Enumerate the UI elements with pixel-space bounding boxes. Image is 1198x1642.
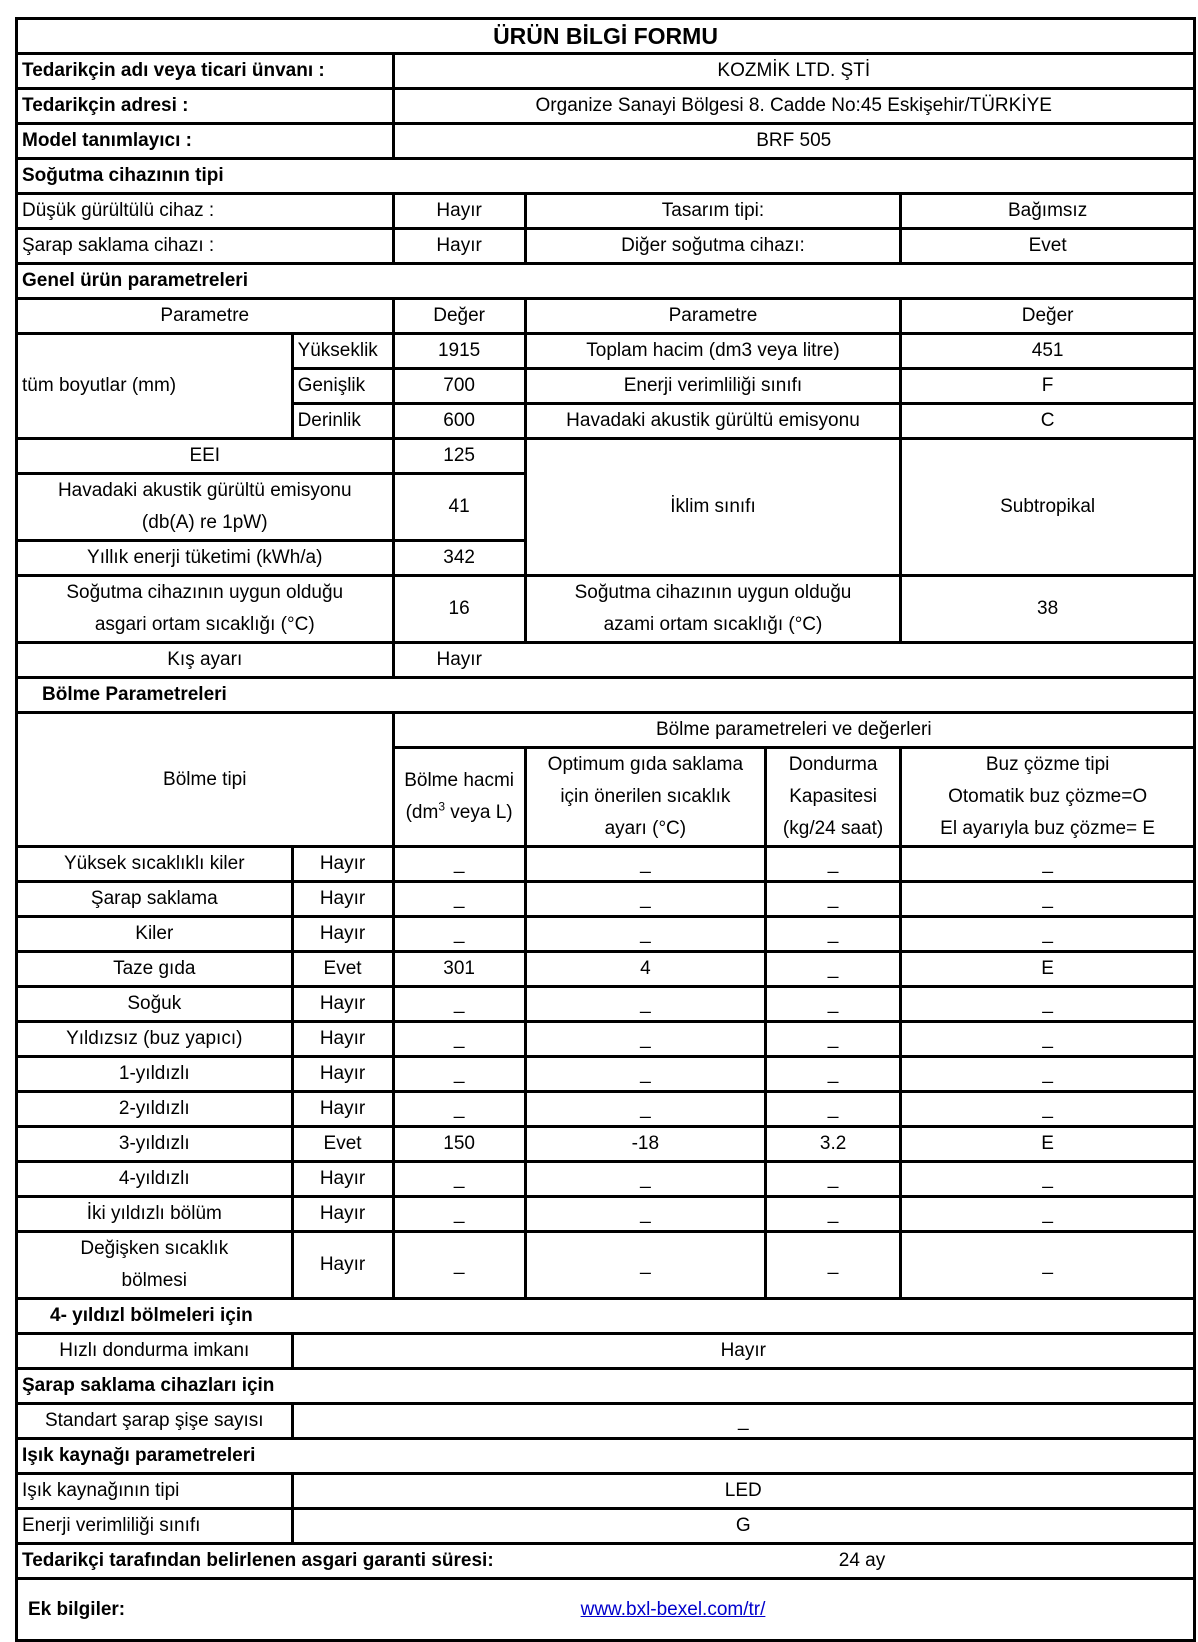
table-row (17, 1127, 1195, 1162)
four-star-heading: 4- yıldızl bölmeleri için (17, 1299, 1195, 1334)
compartment-name: 3-yıldızlı (17, 1127, 293, 1162)
compartment-present: Evet (292, 1127, 393, 1162)
energy-class-value: F (901, 369, 1195, 404)
compartment-freeze: _ (765, 1232, 900, 1299)
wine-bottles-label: Standart şarap şişe sayısı (17, 1404, 293, 1439)
compartment-present: Hayır (292, 1057, 393, 1092)
noise-emission-label (17, 474, 394, 541)
other-device-label: Diğer soğutma cihazı: (525, 229, 900, 264)
compartment-freeze: 3.2 (765, 1127, 900, 1162)
wine-heading: Şarap saklama cihazları için (17, 1369, 1195, 1404)
min-temp-label (17, 576, 394, 643)
compartment-volume: _ (393, 1092, 525, 1127)
compartment-freeze: _ (765, 987, 900, 1022)
value-header-2: Değer (901, 299, 1195, 334)
compartment-name: Taze gıda (17, 952, 293, 987)
compartment-defrost: E (901, 952, 1195, 987)
supplier-name-label: Tedarikçin adı veya ticari ünvanı : (17, 54, 394, 89)
defrost-header-line1: Buz çözme tipi (985, 754, 1110, 775)
extra-info-row (17, 1579, 1195, 1641)
compartment-defrost: _ (901, 917, 1195, 952)
temp-header-line1: Optimum gıda saklama (547, 754, 744, 775)
volume-header-line2a: (dm (405, 802, 439, 823)
dimensions-label: tüm boyutlar (mm) (17, 334, 293, 439)
eei-value: 125 (393, 439, 525, 474)
general-params-heading: Genel ürün parametreleri (17, 264, 1195, 299)
max-temp-label (525, 576, 900, 643)
compartment-defrost: _ (901, 1022, 1195, 1057)
compartment-type-header: Bölme tipi (17, 713, 394, 847)
compartment-params-heading: Bölme Parametreleri (17, 678, 1195, 713)
light-heading: Işık kaynağı parametreleri (17, 1439, 1195, 1474)
defrost-type-header (901, 748, 1195, 847)
light-type-value: LED (292, 1474, 1194, 1509)
wine-device-value: Hayır (393, 229, 525, 264)
compartment-volume: _ (393, 987, 525, 1022)
table-row (17, 987, 1195, 1022)
compartment-volume-header (393, 748, 525, 847)
freeze-header-line3: (kg/24 saat) (782, 818, 884, 839)
compartment-present: Hayır (292, 1022, 393, 1057)
compartment-freeze: _ (765, 952, 900, 987)
device-type-heading: Soğutma cihazının tipi (17, 159, 1195, 194)
design-type-label: Tasarım tipi: (525, 194, 900, 229)
compartment-volume: _ (393, 1022, 525, 1057)
min-temp-value: 16 (393, 576, 525, 643)
design-type-value: Bağımsız (901, 194, 1195, 229)
other-device-value: Evet (901, 229, 1195, 264)
eei-label: EEI (17, 439, 394, 474)
noise-emission-value: 41 (393, 474, 525, 541)
compartment-present: Hayır (292, 917, 393, 952)
depth-value: 600 (393, 404, 525, 439)
compartment-defrost: _ (901, 1197, 1195, 1232)
compartment-temp: _ (525, 847, 765, 882)
noise-class-value: C (901, 404, 1195, 439)
noise-emission-label-line2: (db(A) re 1pW) (141, 512, 268, 533)
form-title: ÜRÜN BİLGİ FORMU (17, 19, 1195, 54)
compartment-present: Hayır (292, 1232, 393, 1299)
compartment-freeze: _ (765, 1197, 900, 1232)
freeze-header-line2: Kapasitesi (789, 786, 877, 807)
light-class-label: Enerji verimliliği sınıfı (17, 1509, 293, 1544)
compartment-name: 4-yıldızlı (17, 1162, 293, 1197)
compartment-defrost: _ (901, 1162, 1195, 1197)
compartment-name: Kiler (17, 917, 293, 952)
freezing-capacity-header (765, 748, 900, 847)
supplier-address-value: Organize Sanayi Bölgesi 8. Cadde No:45 Eskişehir/TÜRKİYE (393, 89, 1195, 124)
max-temp-label-line1: Soğutma cihazının uygun olduğu (574, 582, 852, 603)
compartment-freeze: _ (765, 882, 900, 917)
width-label: Genişlik (292, 369, 393, 404)
compartment-freeze: _ (765, 847, 900, 882)
compartment-freeze: _ (765, 1022, 900, 1057)
compartment-present: Hayır (292, 847, 393, 882)
winter-setting-label: Kış ayarı (17, 643, 394, 678)
total-volume-value: 451 (901, 334, 1195, 369)
variable-name-line2: bölmesi (121, 1270, 188, 1291)
compartment-values-header: Bölme parametreleri ve değerleri (393, 713, 1195, 748)
compartment-defrost: E (901, 1127, 1195, 1162)
defrost-header-line3: El ayarıyla buz çözme= E (940, 818, 1156, 839)
compartment-temp: _ (525, 917, 765, 952)
height-value: 1915 (393, 334, 525, 369)
compartment-present: Hayır (292, 987, 393, 1022)
temp-header-line2: için önerilen sıcaklık (560, 786, 731, 807)
compartment-volume: _ (393, 917, 525, 952)
climate-class-label: İklim sınıfı (525, 439, 900, 576)
energy-class-label: Enerji verimliliği sınıfı (525, 369, 900, 404)
min-temp-label-line2: asgari ortam sıcaklığı (°C) (94, 614, 315, 635)
compartment-present: Hayır (292, 1162, 393, 1197)
compartment-present: Hayır (292, 882, 393, 917)
compartment-defrost: _ (901, 987, 1195, 1022)
noise-emission-label-line1: Havadaki akustik gürültü emisyonu (57, 480, 352, 501)
product-info-form (15, 17, 1196, 1642)
fast-freeze-label: Hızlı dondurma imkanı (17, 1334, 293, 1369)
compartment-volume: _ (393, 1197, 525, 1232)
extra-info-label: Ek bilgiler: (28, 1598, 126, 1620)
light-class-value: G (292, 1509, 1194, 1544)
compartment-temp: _ (525, 1232, 765, 1299)
wine-bottles-value: _ (292, 1404, 1194, 1439)
light-type-label: Işık kaynağının tipi (17, 1474, 293, 1509)
low-noise-value: Hayır (393, 194, 525, 229)
table-row (17, 882, 1195, 917)
height-label: Yükseklik (292, 334, 393, 369)
max-temp-label-line2: azami ortam sıcaklığı (°C) (603, 614, 823, 635)
compartment-name: Yıldızsız (buz yapıcı) (17, 1022, 293, 1057)
depth-label: Derinlik (292, 404, 393, 439)
max-temp-value: 38 (901, 576, 1195, 643)
supplier-address-label: Tedarikçin adresi : (17, 89, 394, 124)
min-temp-label-line1: Soğutma cihazının uygun olduğu (66, 582, 344, 603)
compartment-defrost: _ (901, 1092, 1195, 1127)
value-header: Değer (393, 299, 525, 334)
volume-header-line2b: veya L) (445, 802, 513, 823)
total-volume-label: Toplam hacim (dm3 veya litre) (525, 334, 900, 369)
compartment-name: 2-yıldızlı (17, 1092, 293, 1127)
compartment-defrost: _ (901, 1057, 1195, 1092)
website-link[interactable]: www.bxl-bexel.com/tr/ (580, 1598, 766, 1620)
annual-energy-value: 342 (393, 541, 525, 576)
compartment-present: Hayır (292, 1197, 393, 1232)
compartment-name: Yüksek sıcaklıklı kiler (17, 847, 293, 882)
compartment-name: Soğuk (17, 987, 293, 1022)
compartment-name: 1-yıldızlı (17, 1057, 293, 1092)
compartment-volume: _ (393, 847, 525, 882)
compartment-volume: _ (393, 1162, 525, 1197)
noise-class-label: Havadaki akustik gürültü emisyonu (525, 404, 900, 439)
temp-header-line3: ayarı (°C) (604, 818, 687, 839)
warranty-value: 24 ay (838, 1550, 886, 1571)
warranty-row (17, 1544, 1195, 1579)
annual-energy-label: Yıllık enerji tüketimi (kWh/a) (17, 541, 394, 576)
volume-header-sup: 3 (438, 799, 446, 814)
compartment-freeze: _ (765, 917, 900, 952)
compartment-volume: 301 (393, 952, 525, 987)
compartment-freeze: _ (765, 1092, 900, 1127)
optimum-temp-header (525, 748, 765, 847)
supplier-name-value: KOZMİK LTD. ŞTİ (393, 54, 1195, 89)
table-row (17, 917, 1195, 952)
defrost-header-line2: Otomatik buz çözme=O (948, 786, 1148, 807)
low-noise-label: Düşük gürültülü cihaz : (17, 194, 394, 229)
compartment-freeze: _ (765, 1162, 900, 1197)
table-row (17, 847, 1195, 882)
compartment-name: İki yıldızlı bölüm (17, 1197, 293, 1232)
compartment-temp: _ (525, 1022, 765, 1057)
model-value: BRF 505 (393, 124, 1195, 159)
table-row (17, 952, 1195, 987)
compartment-volume: _ (393, 1057, 525, 1092)
compartment-freeze: _ (765, 1057, 900, 1092)
table-row (17, 1057, 1195, 1092)
compartment-name: Şarap saklama (17, 882, 293, 917)
table-row (17, 1092, 1195, 1127)
fast-freeze-value: Hayır (292, 1334, 1194, 1369)
climate-class-value: Subtropikal (901, 439, 1195, 576)
table-row (17, 1022, 1195, 1057)
compartment-temp: _ (525, 987, 765, 1022)
compartment-name-variable (17, 1232, 293, 1299)
table-row (17, 1162, 1195, 1197)
compartment-temp: _ (525, 1197, 765, 1232)
width-value: 700 (393, 369, 525, 404)
compartment-volume: _ (393, 882, 525, 917)
compartment-temp: _ (525, 1092, 765, 1127)
winter-setting-value: Hayır (393, 643, 1195, 678)
table-row (17, 1197, 1195, 1232)
compartment-defrost: _ (901, 847, 1195, 882)
compartment-defrost: _ (901, 882, 1195, 917)
freeze-header-line1: Dondurma (788, 754, 878, 775)
model-label: Model tanımlayıcı : (17, 124, 394, 159)
compartment-volume: _ (393, 1232, 525, 1299)
compartment-present: Hayır (292, 1092, 393, 1127)
compartment-temp: _ (525, 882, 765, 917)
table-row (17, 1232, 1195, 1299)
compartment-defrost: _ (901, 1232, 1195, 1299)
compartment-temp: -18 (525, 1127, 765, 1162)
variable-name-line1: Değişken sıcaklık (80, 1238, 229, 1259)
compartment-volume: 150 (393, 1127, 525, 1162)
volume-header-line1: Bölme hacmi (404, 770, 515, 791)
param-header-2: Parametre (525, 299, 900, 334)
compartment-temp: _ (525, 1057, 765, 1092)
wine-device-label: Şarap saklama cihazı : (17, 229, 394, 264)
warranty-label: Tedarikçi tarafından belirlenen asgari garanti süresi: (22, 1550, 494, 1571)
compartment-temp: 4 (525, 952, 765, 987)
compartment-present: Evet (292, 952, 393, 987)
param-header: Parametre (17, 299, 394, 334)
compartment-temp: _ (525, 1162, 765, 1197)
